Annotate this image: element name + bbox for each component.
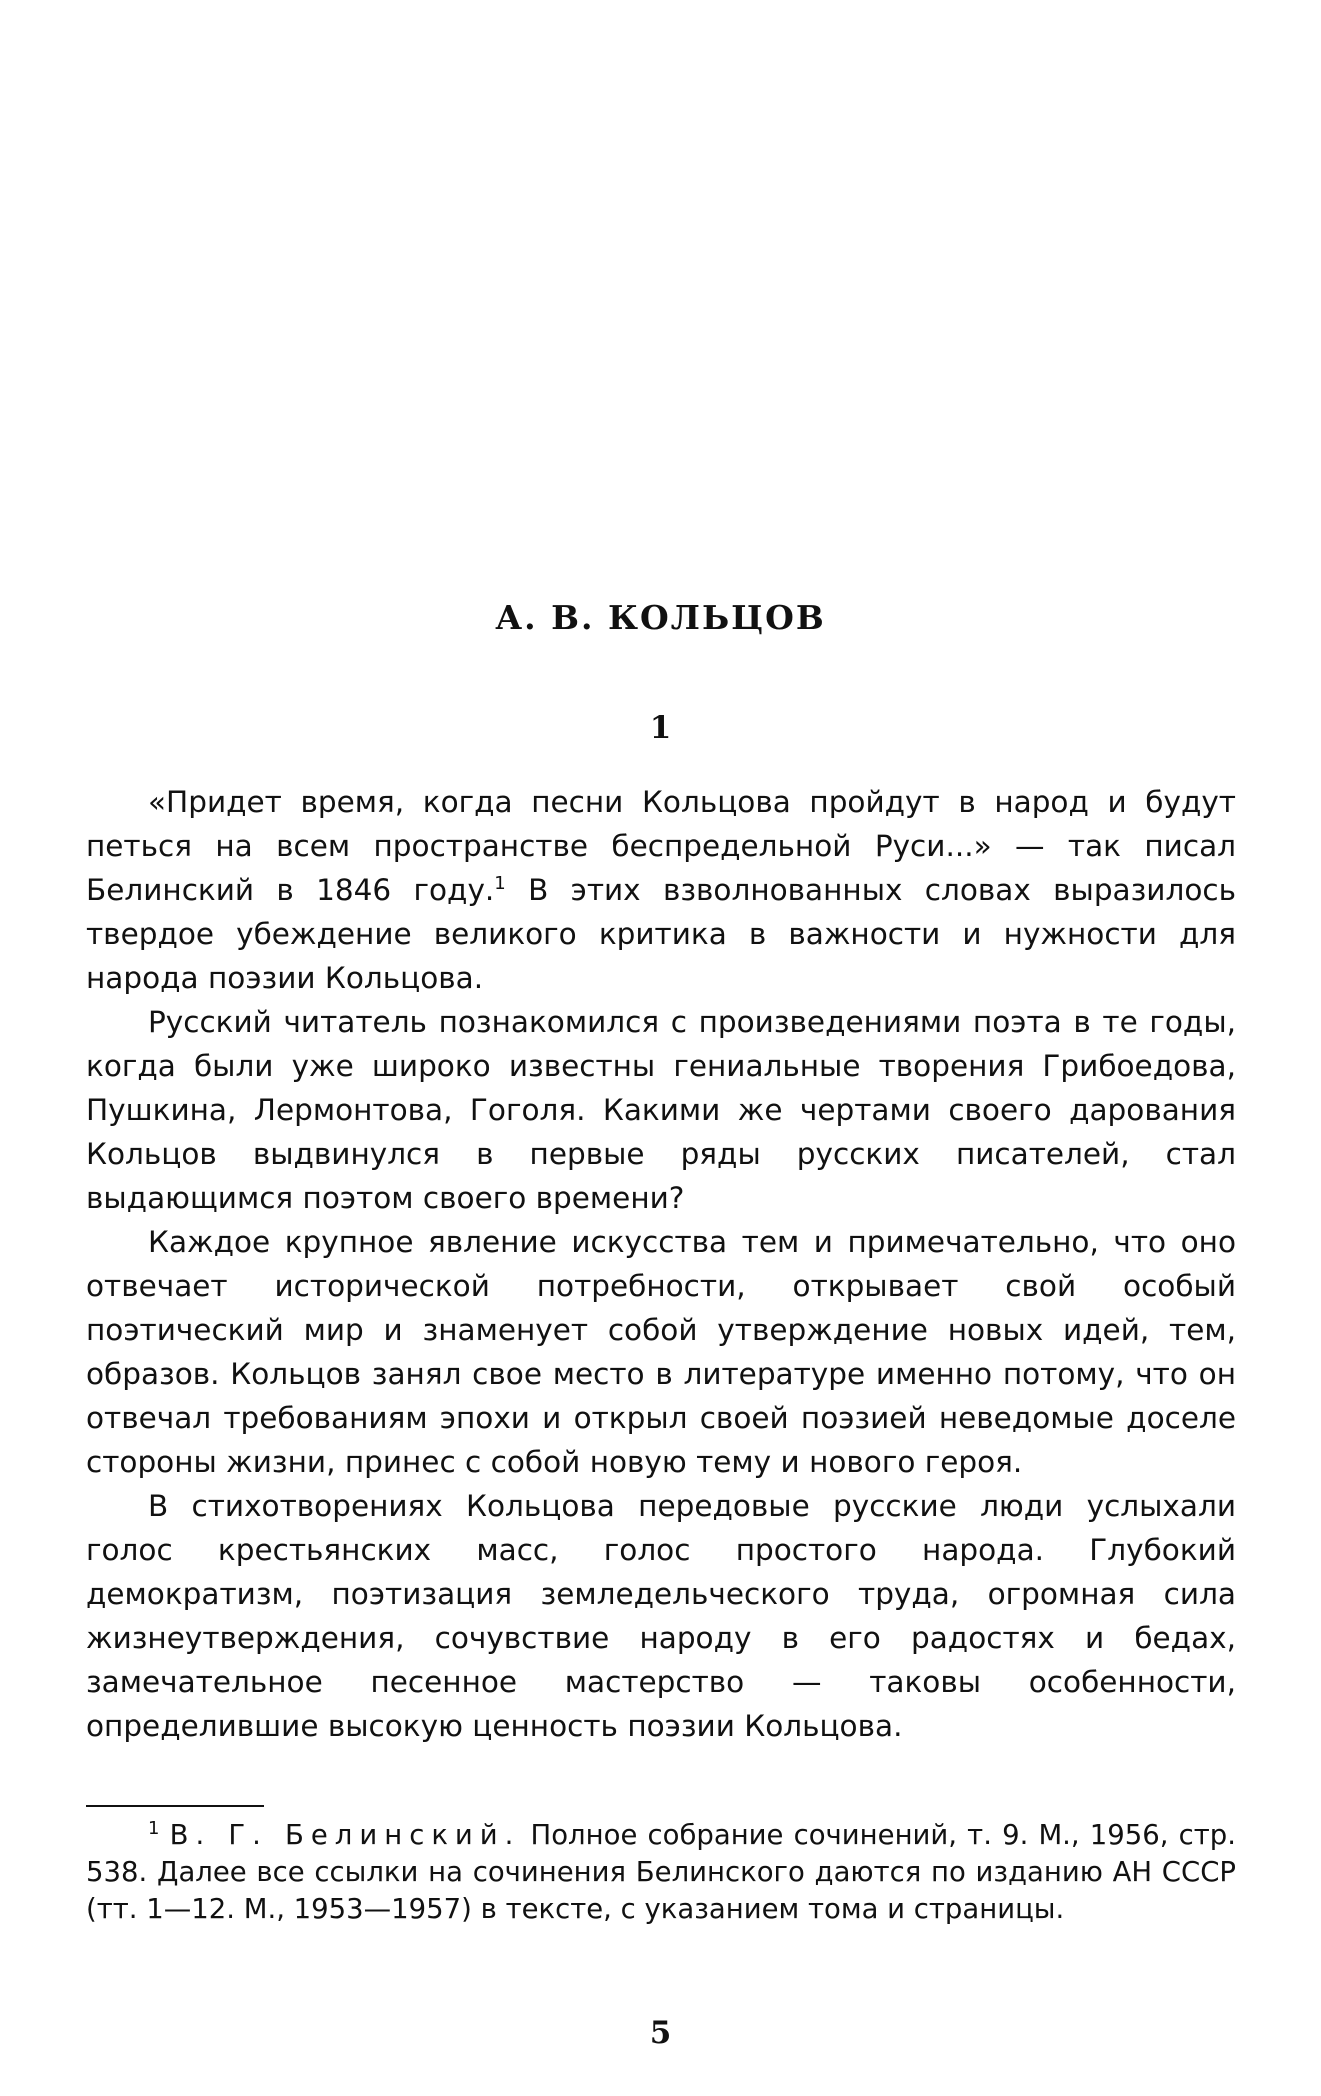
footnote-body: Полное собрание сочинений, т. 9. М., 1956, стр. 538. Далее все ссылки на сочинения Белинского даются по изданию АН СССР (тт. 1—12. М., 1953—1957) в тексте, с указанием тома и страницы. [86, 1819, 1236, 1925]
section-number: 1 [649, 710, 672, 746]
footnote-text [86, 1817, 1236, 1928]
paragraph-1 [86, 780, 1236, 1000]
main-text [86, 780, 1236, 1748]
footnote-divider [86, 1805, 264, 1807]
footnote [86, 1817, 1236, 1928]
footnote-marker: 1 [148, 1817, 160, 1839]
page-number: 5 [649, 2015, 672, 2051]
footnote-reference: 1 [494, 873, 506, 895]
footnote-author: В. Г. Белинский. [169, 1819, 521, 1851]
paragraph-3: Каждое крупное явление искусства тем и примечательно, что оно отвечает исторической потребности, открывает свой особый поэтический мир и знаменует собой утверждение новых идей, тем, образов. Кольцов занял свое место в литературе именно потому, что он отвечал требованиям эпохи и открыл своей поэзией неведомые доселе стороны жизни, принес с собой новую тему и нового героя. [86, 1225, 1236, 1479]
paragraph-2: Русский читатель познакомился с произведениями поэта в те годы, когда были уже широко известны гениальные творения Грибоедова, Пушкина, Лермонтова, Гоголя. Какими же чертами своего дарования Кольцов выдвинулся в первые ряды русских писателей, стал выдающимся поэтом своего времени? [86, 1005, 1236, 1215]
paragraph-1-part-b: В этих взволнованных словах выразилось твердое убеждение великого критика в важности и нужности для народа поэзии Кольцова. [86, 873, 1236, 995]
paragraph-4: В стихотворениях Кольцова передовые русские люди услыхали голос крестьянских масс, голос простого народа. Глубокий демократизм, поэтизация земледельческого труда, огромная сила жизнеутверждения, сочувствие народу в его радостях и бедах, замечательное песенное мастерство — таковы особенности, определившие высокую ценность поэзии Кольцова. [86, 1489, 1236, 1743]
chapter-title: А. В. КОЛЬЦОВ [495, 598, 826, 637]
paragraph-1-part-a: «Придет время, когда песни Кольцова пройдут в народ и будут петься на всем пространстве беспредельной Руси...» — так писал Белинский в 1846 году. [86, 785, 1236, 907]
